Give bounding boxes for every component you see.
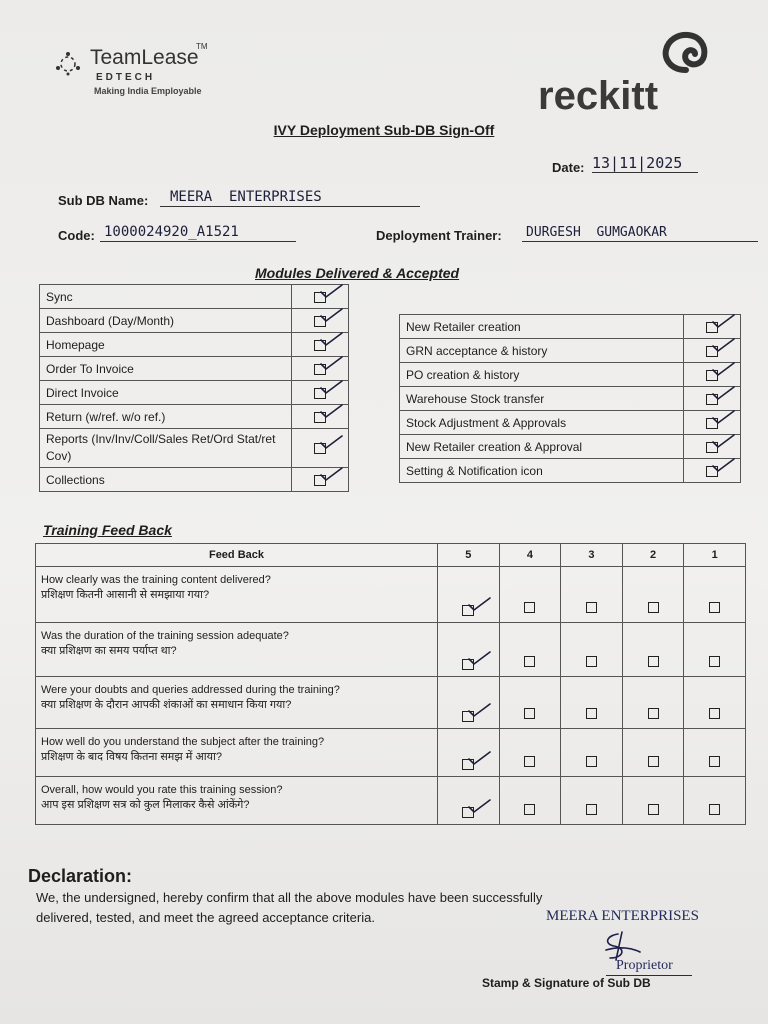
rating-cell[interactable] xyxy=(499,677,561,729)
handwritten-tick-icon xyxy=(318,466,344,482)
module-row xyxy=(40,405,349,429)
module-name: PO creation & history xyxy=(400,363,684,387)
sub-db-label: Sub DB Name: xyxy=(58,193,149,208)
modules-left-table xyxy=(39,284,349,492)
reckitt-wordmark: reckitt xyxy=(538,74,659,118)
rating-checkbox[interactable] xyxy=(586,708,597,719)
feedback-question xyxy=(36,777,438,825)
checkbox-checked xyxy=(314,316,326,327)
declaration-text xyxy=(36,888,542,928)
rating-checkbox[interactable] xyxy=(648,708,659,719)
checkbox-checked xyxy=(314,475,326,486)
handwritten-tick-icon xyxy=(318,379,344,395)
checkbox-checked xyxy=(706,418,718,429)
rating-cell[interactable] xyxy=(684,729,746,777)
question-hindi: प्रशिक्षण कितनी आसानी से समझाया गया? xyxy=(41,589,210,601)
feedback-row xyxy=(36,567,746,623)
checkbox-checked xyxy=(706,370,718,381)
rating-checkbox[interactable] xyxy=(648,804,659,815)
rating-cell[interactable] xyxy=(684,623,746,677)
feedback-table xyxy=(35,543,746,825)
modules-right-table xyxy=(399,314,741,483)
teamlease-dots-icon xyxy=(50,44,90,84)
handwritten-tick-icon xyxy=(318,403,344,419)
checkbox-checked xyxy=(706,466,718,477)
rating-checkbox[interactable] xyxy=(648,756,659,767)
feedback-question xyxy=(36,729,438,777)
module-row xyxy=(400,411,741,435)
module-accepted-cell xyxy=(684,363,741,387)
rating-cell[interactable] xyxy=(561,777,623,825)
reckitt-logo xyxy=(538,30,718,118)
rating-checkbox-checked[interactable] xyxy=(462,759,474,770)
handwritten-tick-icon xyxy=(466,702,492,718)
rating-cell[interactable] xyxy=(499,567,561,623)
handwritten-tick-icon xyxy=(318,355,344,371)
rating-cell[interactable] xyxy=(684,677,746,729)
declaration-line-1: We, the undersigned, hereby confirm that all the above modules have been successfully xyxy=(36,890,543,905)
module-accepted-cell xyxy=(684,411,741,435)
question-english: How well do you understand the subject after the training? xyxy=(41,736,325,748)
sub-db-value: MEERA ENTERPRISES xyxy=(170,189,322,205)
checkbox-checked xyxy=(314,364,326,375)
checkbox-checked xyxy=(314,388,326,399)
handwritten-tick-icon xyxy=(466,650,492,666)
module-row xyxy=(40,309,349,333)
checkbox-checked xyxy=(706,442,718,453)
rating-checkbox[interactable] xyxy=(709,656,720,667)
module-accepted-cell xyxy=(292,405,349,429)
teamlease-tm: TM xyxy=(196,42,208,51)
module-name: New Retailer creation xyxy=(400,315,684,339)
module-accepted-cell xyxy=(292,333,349,357)
module-accepted-cell xyxy=(292,357,349,381)
rating-checkbox[interactable] xyxy=(709,602,720,613)
rating-checkbox[interactable] xyxy=(524,804,535,815)
handwritten-tick-icon xyxy=(710,337,736,353)
module-name: Reports (Inv/Inv/Coll/Sales Ret/Ord Stat/ret Cov) xyxy=(40,429,292,468)
checkbox-checked xyxy=(706,322,718,333)
module-name: Warehouse Stock transfer xyxy=(400,387,684,411)
module-row xyxy=(400,339,741,363)
rating-cell[interactable] xyxy=(684,567,746,623)
feedback-title: Training Feed Back xyxy=(43,522,172,538)
module-name: Stock Adjustment & Approvals xyxy=(400,411,684,435)
rating-cell[interactable] xyxy=(499,777,561,825)
rating-cell[interactable] xyxy=(622,777,684,825)
declaration-line-2: delivered, tested, and meet the agreed acceptance criteria. xyxy=(36,910,375,925)
module-name: Return (w/ref. w/o ref.) xyxy=(40,405,292,429)
scale-header: 1 xyxy=(684,544,746,567)
rating-checkbox[interactable] xyxy=(586,656,597,667)
rating-cell[interactable] xyxy=(622,677,684,729)
module-accepted-cell xyxy=(292,429,349,468)
handwritten-tick-icon xyxy=(710,385,736,401)
handwritten-tick-icon xyxy=(710,361,736,377)
code-line xyxy=(100,223,296,242)
rating-checkbox[interactable] xyxy=(524,708,535,719)
module-name: Direct Invoice xyxy=(40,381,292,405)
scale-header: 3 xyxy=(561,544,623,567)
module-name: GRN acceptance & history xyxy=(400,339,684,363)
feedback-header-label: Feed Back xyxy=(36,544,438,567)
checkbox-checked xyxy=(314,292,326,303)
module-row xyxy=(400,315,741,339)
question-english: How clearly was the training content delivered? xyxy=(41,574,271,586)
rating-cell[interactable] xyxy=(499,623,561,677)
handwritten-tick-icon xyxy=(318,307,344,323)
module-row xyxy=(400,435,741,459)
feedback-question xyxy=(36,623,438,677)
form-title: IVY Deployment Sub-DB Sign-Off xyxy=(273,122,495,138)
rating-checkbox-checked[interactable] xyxy=(462,807,474,818)
rating-cell[interactable] xyxy=(622,567,684,623)
checkbox-checked xyxy=(314,412,326,423)
module-name: Order To Invoice xyxy=(40,357,292,381)
rating-cell[interactable] xyxy=(622,623,684,677)
rating-checkbox[interactable] xyxy=(524,656,535,667)
module-row xyxy=(400,459,741,483)
declaration-heading: Declaration: xyxy=(28,866,133,886)
handwritten-tick-icon xyxy=(318,331,344,347)
feedback-row xyxy=(36,677,746,729)
module-name: Collections xyxy=(40,468,292,492)
module-name: Homepage xyxy=(40,333,292,357)
trainer-value: DURGESH GUMGAOKAR xyxy=(526,225,667,240)
teamlease-name: TeamLease xyxy=(90,46,199,69)
rating-checkbox[interactable] xyxy=(524,602,535,613)
rating-cell[interactable] xyxy=(622,729,684,777)
module-accepted-cell xyxy=(684,339,741,363)
scale-header: 4 xyxy=(499,544,561,567)
rating-checkbox-checked[interactable] xyxy=(462,711,474,722)
module-row xyxy=(40,429,349,468)
module-accepted-cell xyxy=(292,309,349,333)
handwritten-tick-icon xyxy=(466,798,492,814)
question-english: Overall, how would you rate this training session? xyxy=(41,784,283,796)
question-hindi: प्रशिक्षण के बाद विषय कितना समझ में आया? xyxy=(41,751,222,763)
handwritten-tick-icon xyxy=(710,457,736,473)
rating-checkbox[interactable] xyxy=(524,756,535,767)
scale-header: 5 xyxy=(437,544,499,567)
module-accepted-cell xyxy=(684,315,741,339)
signature-label: Stamp & Signature of Sub DB xyxy=(482,976,651,990)
feedback-row xyxy=(36,729,746,777)
code-label: Code: xyxy=(58,228,95,243)
stamp-company: MEERA ENTERPRISES xyxy=(546,908,699,924)
rating-checkbox[interactable] xyxy=(586,756,597,767)
question-english: Was the duration of the training session adequate? xyxy=(41,630,289,642)
module-name: Dashboard (Day/Month) xyxy=(40,309,292,333)
rating-cell[interactable] xyxy=(684,777,746,825)
rating-checkbox[interactable] xyxy=(709,708,720,719)
feedback-header-row xyxy=(36,544,746,567)
rating-cell[interactable] xyxy=(499,729,561,777)
rating-checkbox-checked[interactable] xyxy=(462,605,474,616)
reckitt-swirl-icon xyxy=(656,30,716,78)
rating-cell[interactable] xyxy=(561,677,623,729)
handwritten-tick-icon xyxy=(710,433,736,449)
module-row xyxy=(40,381,349,405)
rating-cell[interactable] xyxy=(437,777,499,825)
rating-checkbox[interactable] xyxy=(709,804,720,815)
module-accepted-cell xyxy=(684,459,741,483)
date-label: Date: xyxy=(552,160,585,175)
module-accepted-cell xyxy=(684,387,741,411)
trainer-line xyxy=(522,223,758,242)
modules-title: Modules Delivered & Accepted xyxy=(255,265,460,281)
checkbox-checked xyxy=(314,443,326,454)
teamlease-logo xyxy=(50,42,208,96)
rating-checkbox[interactable] xyxy=(709,756,720,767)
question-hindi: क्या प्रशिक्षण का समय पर्याप्त था? xyxy=(41,645,177,657)
scale-header: 2 xyxy=(622,544,684,567)
checkbox-checked xyxy=(314,340,326,351)
handwritten-tick-icon xyxy=(318,434,344,450)
stamp-role: Proprietor xyxy=(616,958,673,973)
handwritten-tick-icon xyxy=(466,750,492,766)
handwritten-tick-icon xyxy=(710,313,736,329)
handwritten-tick-icon xyxy=(710,409,736,425)
module-accepted-cell xyxy=(292,381,349,405)
module-row xyxy=(40,468,349,492)
teamlease-sub: EDTECH xyxy=(96,72,156,83)
feedback-row xyxy=(36,623,746,677)
code-value: 1000024920_A1521 xyxy=(104,224,239,240)
feedback-question xyxy=(36,677,438,729)
module-row xyxy=(40,285,349,309)
module-name: New Retailer creation & Approval xyxy=(400,435,684,459)
feedback-row xyxy=(36,777,746,825)
rating-cell[interactable] xyxy=(437,729,499,777)
sub-db-line xyxy=(160,188,420,207)
rating-checkbox-checked[interactable] xyxy=(462,659,474,670)
date-line xyxy=(592,154,698,173)
question-hindi: क्या प्रशिक्षण के दौरान आपकी शंकाओं का समाधान किया गया? xyxy=(41,699,292,711)
checkbox-checked xyxy=(706,394,718,405)
trainer-label: Deployment Trainer: xyxy=(376,228,502,243)
checkbox-checked xyxy=(706,346,718,357)
module-name: Sync xyxy=(40,285,292,309)
rating-checkbox[interactable] xyxy=(648,602,659,613)
date-value: 13|11|2025 xyxy=(592,154,683,172)
question-hindi: आप इस प्रशिक्षण सत्र को कुल मिलाकर कैसे आंकेंगे? xyxy=(41,799,250,811)
teamlease-tagline: Making India Employable xyxy=(94,86,202,96)
module-row xyxy=(400,363,741,387)
module-accepted-cell xyxy=(292,285,349,309)
rating-cell[interactable] xyxy=(561,623,623,677)
question-english: Were your doubts and queries addressed during the training? xyxy=(41,684,340,696)
rating-checkbox[interactable] xyxy=(586,804,597,815)
module-accepted-cell xyxy=(292,468,349,492)
module-row xyxy=(40,333,349,357)
rating-cell[interactable] xyxy=(437,677,499,729)
module-accepted-cell xyxy=(684,435,741,459)
rating-cell[interactable] xyxy=(561,729,623,777)
handwritten-tick-icon xyxy=(466,596,492,612)
rating-checkbox[interactable] xyxy=(648,656,659,667)
module-row xyxy=(40,357,349,381)
rating-cell[interactable] xyxy=(561,567,623,623)
module-row xyxy=(400,387,741,411)
rating-cell[interactable] xyxy=(437,567,499,623)
handwritten-tick-icon xyxy=(318,283,344,299)
rating-cell[interactable] xyxy=(437,623,499,677)
module-name: Setting & Notification icon xyxy=(400,459,684,483)
feedback-question xyxy=(36,567,438,623)
rating-checkbox[interactable] xyxy=(586,602,597,613)
